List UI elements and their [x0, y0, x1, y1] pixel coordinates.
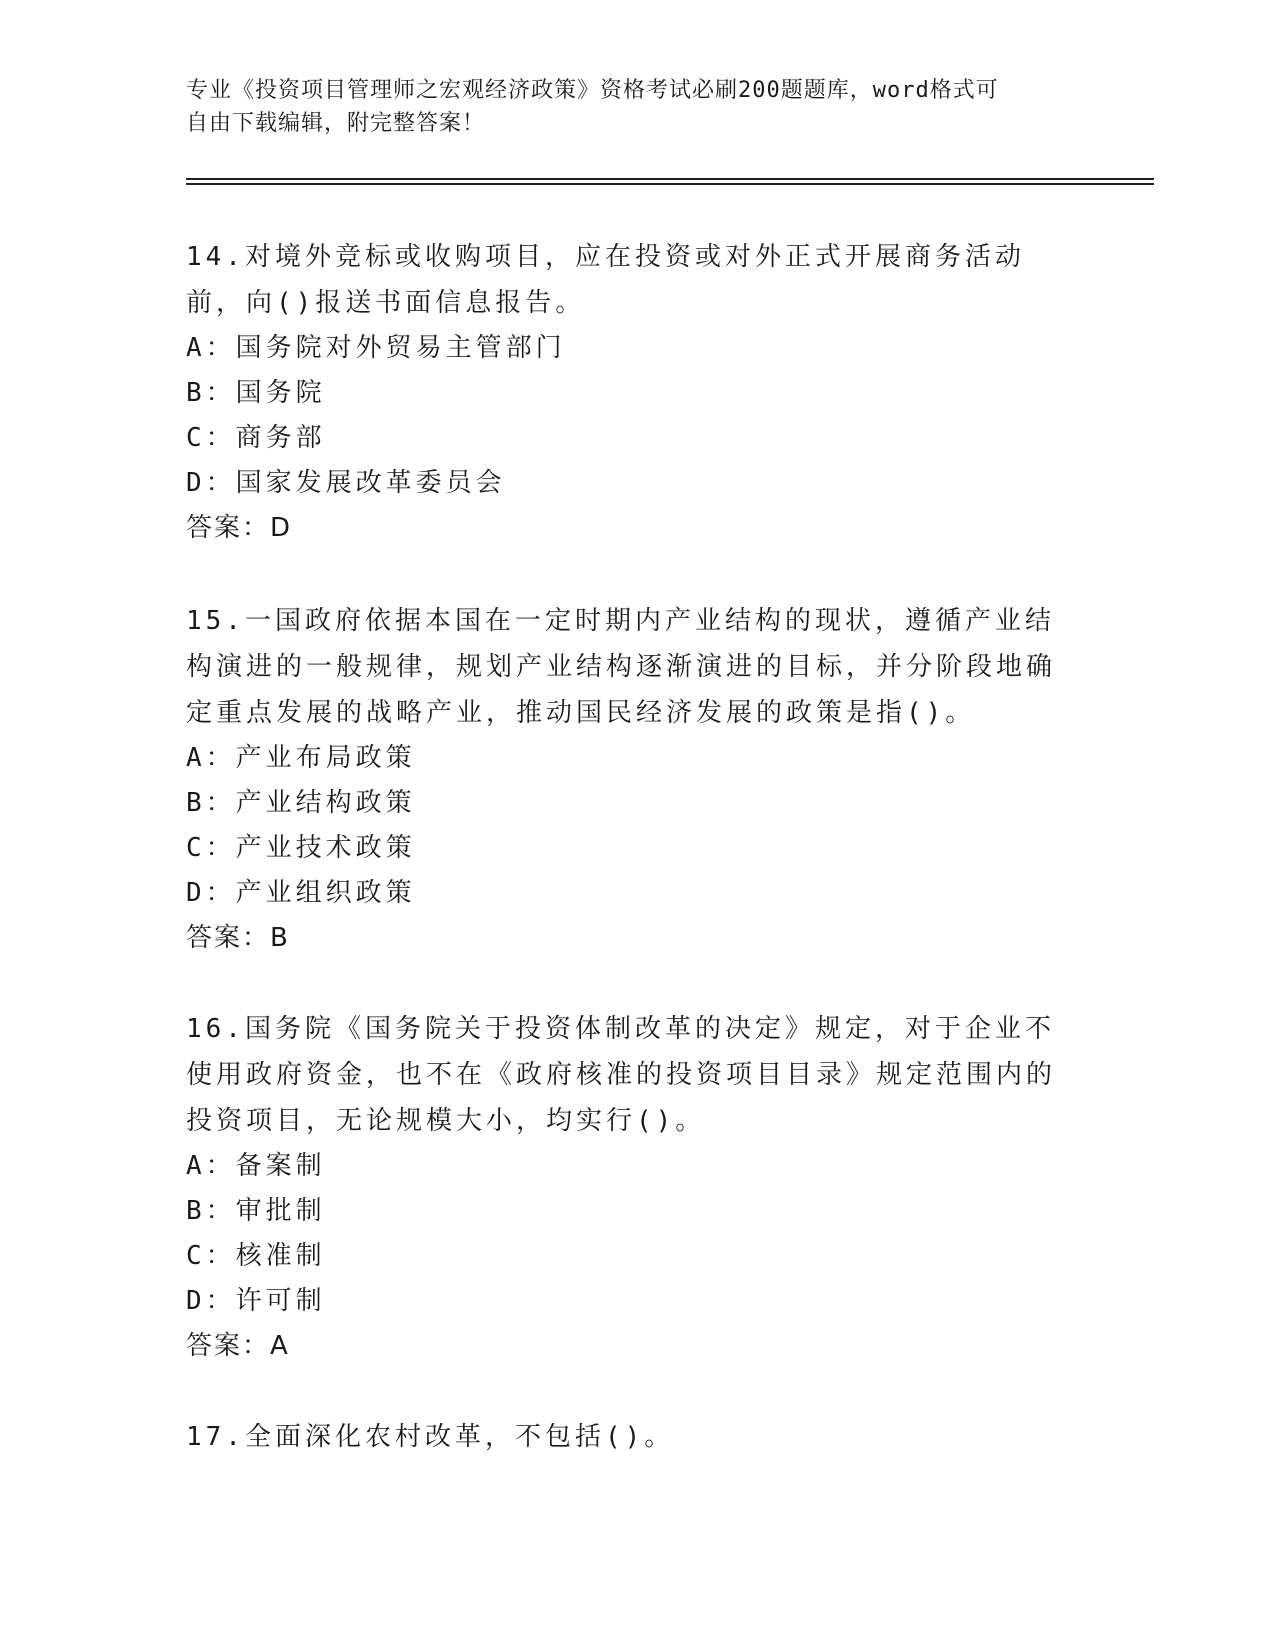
option-c: C：产业技术政策: [186, 833, 416, 863]
option-d: D：国家发展改革委员会: [186, 468, 506, 498]
option-b: B：国务院: [186, 378, 326, 408]
header-line-2: 自由下载编辑，附完整答案！: [186, 111, 486, 136]
option-b: B：审批制: [186, 1196, 326, 1226]
option-a: A：备案制: [186, 1151, 326, 1181]
question-stem: 17.全面深化农村改革，不包括()。: [186, 1422, 675, 1452]
option-c: C：商务部: [186, 423, 326, 453]
answer: 答案：A: [186, 1331, 290, 1361]
option-b: B：产业结构政策: [186, 788, 416, 818]
question-stem: 15.一国政府依据本国在一定时期内产业结构的现状，遵循产业结构演进的一般规律，规划产业结构逐渐演进的目标，并分阶段地确定重点发展的战略产业，推动国民经济发展的政策是指()。: [186, 606, 1057, 728]
question-16: [186, 1006, 1066, 1369]
option-c: C：核准制: [186, 1241, 326, 1271]
question-stem: 14.对境外竞标或收购项目，应在投资或对外正式开展商务活动前，向()报送书面信息报告。: [186, 242, 1025, 318]
question-17: [186, 1414, 1066, 1460]
question-15: [186, 598, 1066, 961]
question-14: [186, 234, 1066, 551]
option-d: D：许可制: [186, 1286, 326, 1316]
question-stem: 16.国务院《国务院关于投资体制改革的决定》规定，对于企业不使用政府资金，也不在《政府核准的投资项目目录》规定范围内的投资项目，无论规模大小，均实行()。: [186, 1014, 1057, 1136]
option-d: D：产业组织政策: [186, 878, 416, 908]
header-divider: [186, 178, 1154, 185]
document-header: [186, 74, 1066, 140]
option-a: A：国务院对外贸易主管部门: [186, 333, 566, 363]
answer: 答案：D: [186, 513, 293, 543]
option-a: A：产业布局政策: [186, 743, 416, 773]
header-line-1: 专业《投资项目管理师之宏观经济政策》资格考试必刷200题题库，word格式可: [186, 78, 999, 103]
answer: 答案：B: [186, 923, 290, 953]
